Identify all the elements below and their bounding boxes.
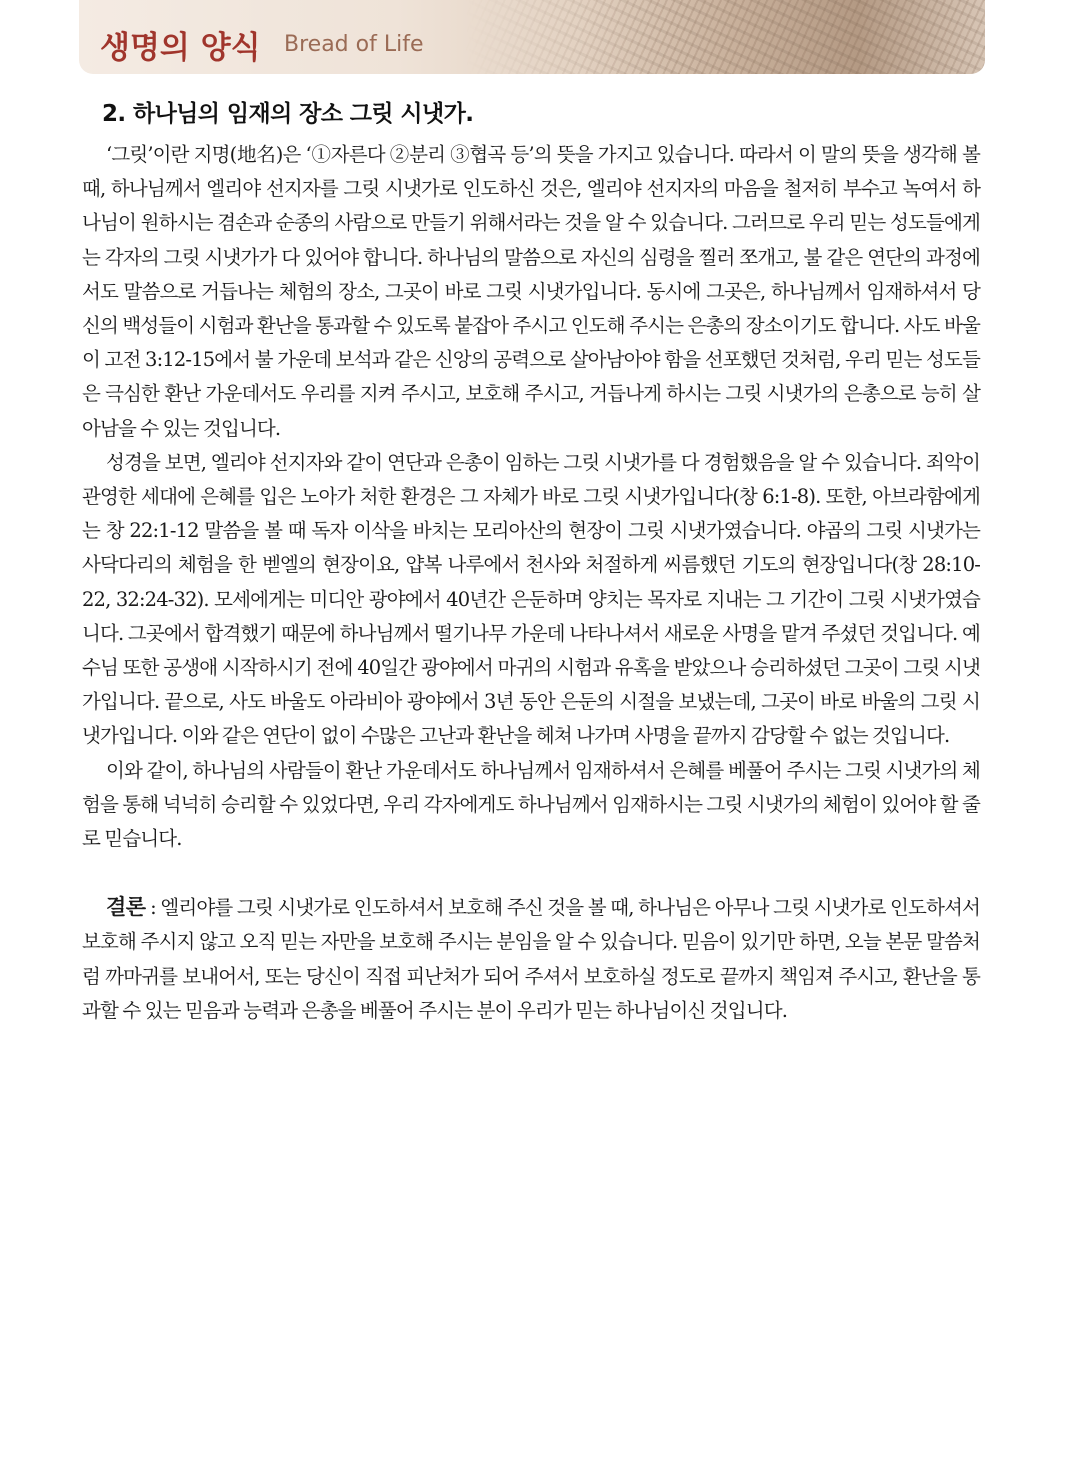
article-body	[82, 98, 980, 1028]
header-banner-photo	[465, 0, 985, 74]
conclusion-separator: :	[145, 896, 161, 920]
header-subtitle: Bread of Life	[284, 32, 424, 57]
paragraph-3: 이와 같이, 하나님의 사람들이 환난 가운데서도 하나님께서 임재하셔서 은혜를 베풀어 주시는 그릿 시냇가의 체험을 통해 넉넉히 승리할 수 있었다면, 우리 각자에게도 하나님께서 임재하시는 그릿 시냇가의 체험이 있어야 할 줄로 믿습니다.	[82, 758, 980, 851]
paragraph-2: 성경을 보면, 엘리야 선지자와 같이 연단과 은총이 임하는 그릿 시냇가를 다 경험했음을 알 수 있습니다. 죄악이 관영한 세대에 은혜를 입은 노아가 처한 환경은 그 자체가 바로 그릿 시냇가입니다(창 6:1-8). 또한, 아브라함에게는 창 22:1-12 말씀을 볼 때 독자 이삭을 바치는 모리아산의 현장이 그릿 시냇가였습니다. 야곱의 그릿 시냇가는 사닥다리의 체험을 한 벧엘의 현장이요, 얍복 나루에서 천사와 처절하게 씨름했던 기도의 현장입니다(창 28:10-22, 32:24-32). 모세에게는 미디안 광야에서 40년간 은둔하며 양치는 목자로 지내는 그 기간이 그릿 시냇가였습니다. 그곳에서 합격했기 때문에 하나님께서 떨기나무 가운데 나타나셔서 새로운 사명을 맡겨 주셨던 것입니다. 예수님 또한 공생애 시작하시기 전에 40일간 광야에서 마귀의 시험과 유혹을 받았으나 승리하셨던 그곳이 그릿 시냇가입니다. 끝으로, 사도 바울도 아라비아 광야에서 3년 동안 은둔의 시절을 보냈는데, 그곳이 바로 바울의 그릿 시냇가입니다. 이와 같은 연단이 없이 수많은 고난과 환난을 헤쳐 나가며 사명을 끝까지 감당할 수 없는 것입니다.	[82, 450, 980, 748]
header-title: 생명의 양식	[100, 30, 261, 66]
conclusion-text: 엘리야를 그릿 시냇가로 인도하셔서 보호해 주신 것을 볼 때, 하나님은 아무나 그릿 시냇가로 인도하셔서 보호해 주시지 않고 오직 믿는 자만을 보호해 주시는 분임을 알 수 있습니다. 믿음이 있기만 하면, 오늘 본문 말씀처럼 까마귀를 보내어서, 또는 당신이 직접 피난처가 되어 주셔서 보호하실 정도로 끝까지 책임져 주시고, 환난을 통과할 수 있는 믿음과 능력과 은총을 베풀어 주시는 분이 우리가 믿는 하나님이신 것입니다.	[82, 896, 980, 1022]
spacer	[82, 856, 980, 890]
section-heading: 2. 하나님의 임재의 장소 그릿 시냇가.	[102, 101, 474, 127]
paragraph-1: ‘그릿’이란 지명(地名)은 ‘①자른다 ②분리 ③협곡 등’의 뜻을 가지고 있습니다. 따라서 이 말의 뜻을 생각해 볼 때, 하나님께서 엘리야 선지자를 그릿 시냇가로 인도하신 것은, 엘리야 선지자의 마음을 철저히 부수고 녹여서 하나님이 원하시는 겸손과 순종의 사람으로 만들기 위해서라는 것을 알 수 있습니다. 그러므로 우리 믿는 성도들에게는 각자의 그릿 시냇가가 다 있어야 합니다. 하나님의 말씀으로 자신의 심령을 찔러 쪼개고, 불 같은 연단의 과정에서도 말씀으로 거듭나는 체험의 장소, 그곳이 바로 그릿 시냇가입니다. 동시에 그곳은, 하나님께서 임재하셔서 당신의 백성들이 시험과 환난을 통과할 수 있도록 붙잡아 주시고 인도해 주시는 은총의 장소이기도 합니다. 사도 바울이 고전 3:12-15에서 불 가운데 보석과 같은 신앙의 공력으로 살아남아야 함을 선포했던 것처럼, 우리 믿는 성도들은 극심한 환난 가운데서도 우리를 지켜 주시고, 보호해 주시고, 거듭나게 하시는 그릿 시냇가의 은총으로 능히 살아남을 수 있는 것입니다.	[82, 143, 980, 440]
conclusion-label: 결론	[106, 895, 146, 920]
conclusion-paragraph	[82, 890, 980, 1028]
